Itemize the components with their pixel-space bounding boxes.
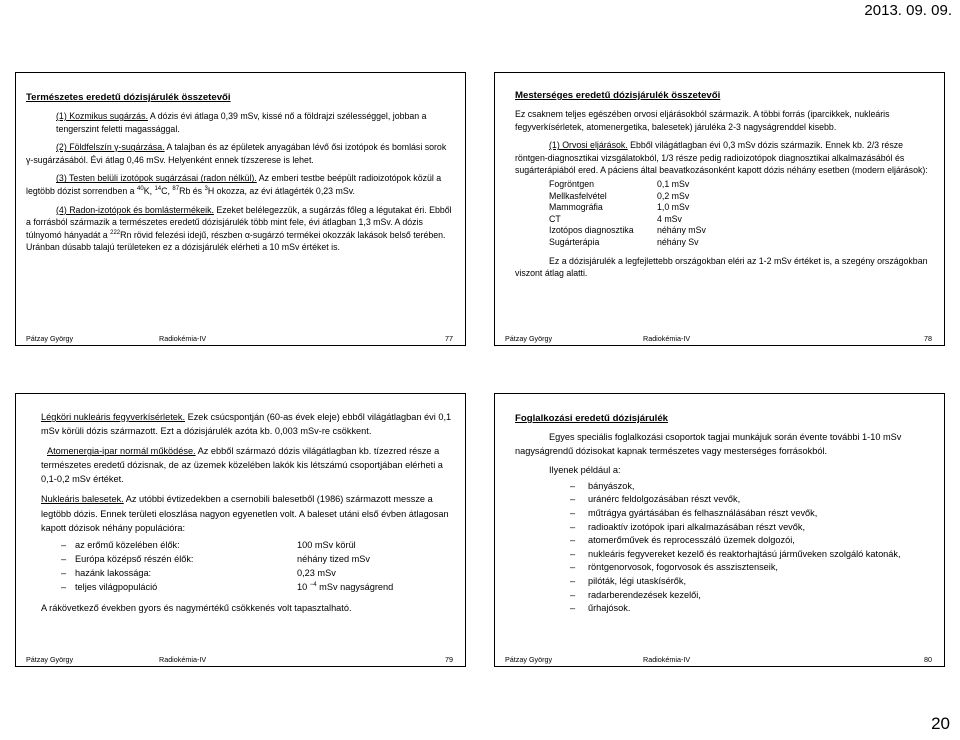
footer-author: Pátzay György — [505, 334, 553, 343]
slide-title: Mesterséges eredetű dózisjárulék összetevői — [515, 90, 721, 101]
list-intro: Ilyenek például a: — [549, 465, 621, 476]
footer-course: Radiokémia-IV — [643, 655, 691, 664]
table-row: – hazánk lakossága: 0,23 mSv — [61, 567, 336, 578]
term-label: (1) Orvosi eljárások. — [549, 140, 628, 151]
table-row: – az erőmű közelében élők: 100 mSv körül — [61, 539, 356, 550]
paragraph-accidents: Nukleáris balesetek. Az utóbbi évtizedekben a csernobili balesetből (1986) származott messze a legtöbb dózis. Ennek területi eloszlása nagyon egyenetlen volt. A baleset utáni első évben átlagosan kapott dózisok néhány populációra: — [41, 494, 449, 533]
slide-77 — [15, 72, 466, 346]
list-item: – atomerőművek és reprocesszáló üzemek dolgozói, — [570, 534, 932, 548]
footer-author: Pátzay György — [26, 334, 74, 343]
list-item: – bányászok, — [570, 480, 932, 494]
table-row: Izotópos diagnosztika néhány mSv — [549, 225, 706, 236]
paragraph-intro: Egyes speciális foglalkozási csoportok tagjai munkájuk során évente további 1-10 mSv nagyságrendű dózisokat kapnak természetes vagy mesterséges forrásokból. — [515, 432, 902, 456]
term-label: Atomenergia-ipar normál működése. — [47, 446, 196, 457]
page-number: 20 — [931, 714, 950, 733]
paragraph-weapons-tests: Légköri nukleáris fegyverkísérletek. Ezek csúcspontján (60-as évek eleje) ebből világátlagban évi 0,1 mSv körüli dózis származott. Ezt a dózisjárulék azóta kb. 0,003 mSv-re csökkent. — [41, 412, 452, 437]
slide-title: Természetes eredetű dózisjárulék összetevői — [26, 92, 231, 103]
paragraph-radon: (4) Radon-izotópok és bomlástermékeik. Ezeket belélegezzük, a sugárzás főleg a légutakat éri. Ebből a forrásból származik a természetes eredetű dózisjárulék több mint fele, évi átlagban 1,3 mSv. A dózis túlnyomó hányadát a $^{222}$Rn rövid felezési idejű, részben α-sugárzó termékei okozzák lakások belső terében. Uránban dúsabb talajú területeken ez a dózisjárulék elérheti a 10 mSv értéket is. — [26, 204, 452, 253]
slide-number: 77 — [445, 334, 453, 343]
term-label: Nukleáris balesetek. — [41, 494, 124, 505]
table-row: Mammográfia 1,0 mSv — [549, 202, 690, 213]
list-item: – nukleáris fegyvereket kezelő és reaktorhajtású járműveken szolgáló katonák, — [570, 548, 932, 562]
occupation-list — [570, 480, 932, 616]
list-item: – műtrágya gyártásában és felhasználásában részt vevők, — [570, 507, 932, 521]
footer-author: Pátzay György — [505, 655, 553, 664]
slide-body — [26, 110, 455, 260]
table-row: Sugárterápia néhány Sv — [549, 236, 699, 247]
slide-title: Foglalkozási eredetű dózisjárulék — [515, 413, 669, 424]
paragraph-nuclear-industry: Atomenergia-ipar normál működése. Az ebből származó dózis világátlagban kb. tízezred része a természetes eredetű dózisnak, de az üzemek közelében lakók kis létszámú csoportjában elérheti a 0,1-0,2 mSv értéket. — [41, 446, 443, 485]
term-label: (1) Kozmikus sugárzás. — [56, 111, 148, 121]
slide-80 — [494, 393, 945, 667]
table-row: CT 4 mSv — [549, 213, 682, 224]
paragraph-cosmic: (1) Kozmikus sugárzás. A dózis évi átlaga 0,39 mSv, kissé nő a földrajzi szélességgel, jobban a tengerszint feletti magassággal. — [56, 111, 427, 134]
paragraph-medical: (1) Orvosi eljárások. Ebből világátlagban évi 0,3 mSv dózis származik. Ennek kb. 2/3 része röntgen-diagnosztikai vizsgálatokból, 1/3 része pedig radioizotópok diagnosztikai alkalmazásából és sugárterápiából ered. A páciens által beavatkozásonként kapott dózis néhány esetben (modern eljárások): — [515, 140, 928, 176]
header-date: 2013. 09. 09. — [864, 2, 952, 19]
term-label: (4) Radon-izotópok és bomlástermékeik. — [56, 204, 214, 215]
procedure-dose-table — [549, 179, 706, 249]
list-item: – űrhajósok. — [570, 602, 932, 616]
term-label: Légköri nukleáris fegyverkísérletek. — [41, 412, 186, 422]
slide-number: 78 — [924, 334, 932, 343]
list-item: – radarberendezések kezelői, — [570, 589, 932, 603]
footer-course: Radiokémia-IV — [643, 334, 691, 343]
term-label: (3) Testen belüli izotópok sugárzásai (radon nélkül). — [56, 173, 257, 184]
paragraph-terrestrial: (2) Földfelszín γ-sugárzása. A talajban és az épületek anyagában lévő ősi izotópok és bomlási sorok γ-sugárzásából. Évi átlag 0,46 mSv. Helyenként ennek tízszerese is lehet. — [26, 142, 447, 165]
list-item: – röntgenorvosok, fogorvosok és asszisztenseik, — [570, 561, 932, 575]
table-row: Fogröntgen 0,1 mSv — [549, 178, 690, 189]
slide-79 — [15, 393, 466, 667]
footer-course: Radiokémia-IV — [159, 655, 207, 664]
slide-number: 80 — [924, 655, 932, 664]
table-row: – teljes világpopuláció 10 $^{-4}$ mSv nagyságrend — [61, 581, 394, 593]
table-row: Mellkasfelvétel 0,2 mSv — [549, 190, 690, 201]
slide-body — [515, 431, 932, 616]
slide-body — [515, 108, 932, 286]
list-item: – pilóták, légi utaskísérők, — [570, 575, 932, 589]
slide-78 — [494, 72, 945, 346]
paragraph-closing: Ez a dózisjárulék a legfejlettebb országokban eléri az 1-2 mSv értéket is, a szegény országokban viszont átlag alatti. — [515, 255, 928, 279]
term-label: (2) Földfelszín γ-sugárzása. — [56, 142, 165, 153]
slide-body — [41, 410, 453, 621]
list-item: – uránérc feldolgozásában részt vevők, — [570, 493, 932, 507]
list-item: – radioaktív izotópok ipari alkalmazásában részt vevők, — [570, 521, 932, 535]
population-dose-table — [61, 538, 393, 594]
paragraph-intro: Ez csaknem teljes egészében orvosi eljárásokból származik. A többi forrás (iparcikkek, nukleáris fegyverkísérletek, atomenergetika, balesetek) járuléka 2-3 nagyságrenddel kisebb. — [515, 109, 890, 132]
paragraph-internal: (3) Testen belüli izotópok sugárzásai (radon nélkül). Az emberi testbe beépült radioizotópok közül a legtöbb dózist sorrendben a $^{40}$K, $^{14}$C, $^{87}$Rb és $^3$H okozza, az évi átlagérték 0,23 mSv. — [26, 173, 442, 196]
slide-number: 79 — [445, 655, 453, 664]
table-row: – Európa középső részén élők: néhány tized mSv — [61, 553, 371, 564]
footer-course: Radiokémia-IV — [159, 334, 207, 343]
paragraph-closing: A rákövetkező években gyors és nagymértékű csökkenés volt tapasztalható. — [41, 603, 352, 614]
footer-author: Pátzay György — [26, 655, 74, 664]
